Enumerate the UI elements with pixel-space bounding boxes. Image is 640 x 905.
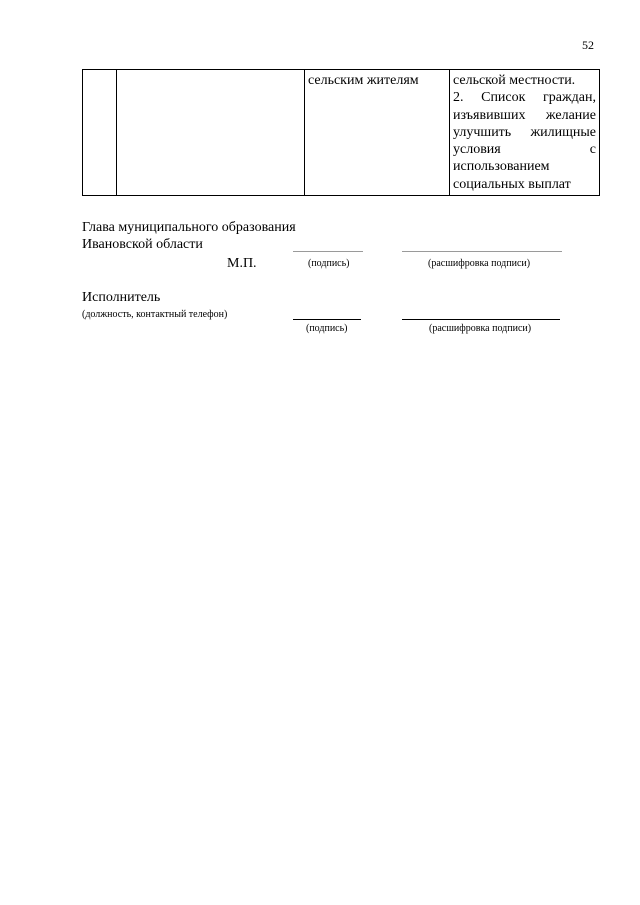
documents-line: использованием — [453, 159, 550, 175]
executor-signature-caption: (подпись) — [306, 323, 348, 334]
table-row — [83, 70, 600, 196]
table-cell-number — [83, 70, 117, 196]
program-table — [82, 69, 600, 196]
executor-decoding-line — [402, 319, 560, 320]
documents-line: 2. Список граждан, — [453, 90, 596, 106]
table-cell-documents — [450, 70, 600, 196]
documents-line: условия с — [453, 142, 596, 158]
stamp-placeholder: М.П. — [227, 256, 257, 271]
documents-line: сельской местности. — [453, 73, 576, 88]
executor-signature-line — [293, 319, 361, 320]
head-title-line-2: Ивановской области — [82, 237, 203, 252]
executor-note: (должность, контактный телефон) — [82, 309, 228, 320]
head-title-line-1: Глава муниципального образования — [82, 220, 296, 235]
documents-line: улучшить жилищные — [453, 124, 596, 140]
documents-line: изъявивших желание — [453, 107, 596, 123]
documents-line: социальных выплат — [453, 176, 571, 192]
head-decoding-caption: (расшифровка подписи) — [428, 258, 531, 269]
executor-decoding-caption: (расшифровка подписи) — [429, 323, 532, 334]
executor-title: Исполнитель — [82, 290, 161, 305]
table-cell-recipients: сельским жителям — [305, 70, 450, 196]
head-signature-caption: (подпись) — [308, 258, 350, 269]
head-signature-line — [293, 251, 363, 252]
table-cell-description — [117, 70, 305, 196]
head-block — [82, 219, 296, 253]
page-number: 52 — [582, 38, 594, 52]
head-decoding-line — [402, 251, 562, 252]
